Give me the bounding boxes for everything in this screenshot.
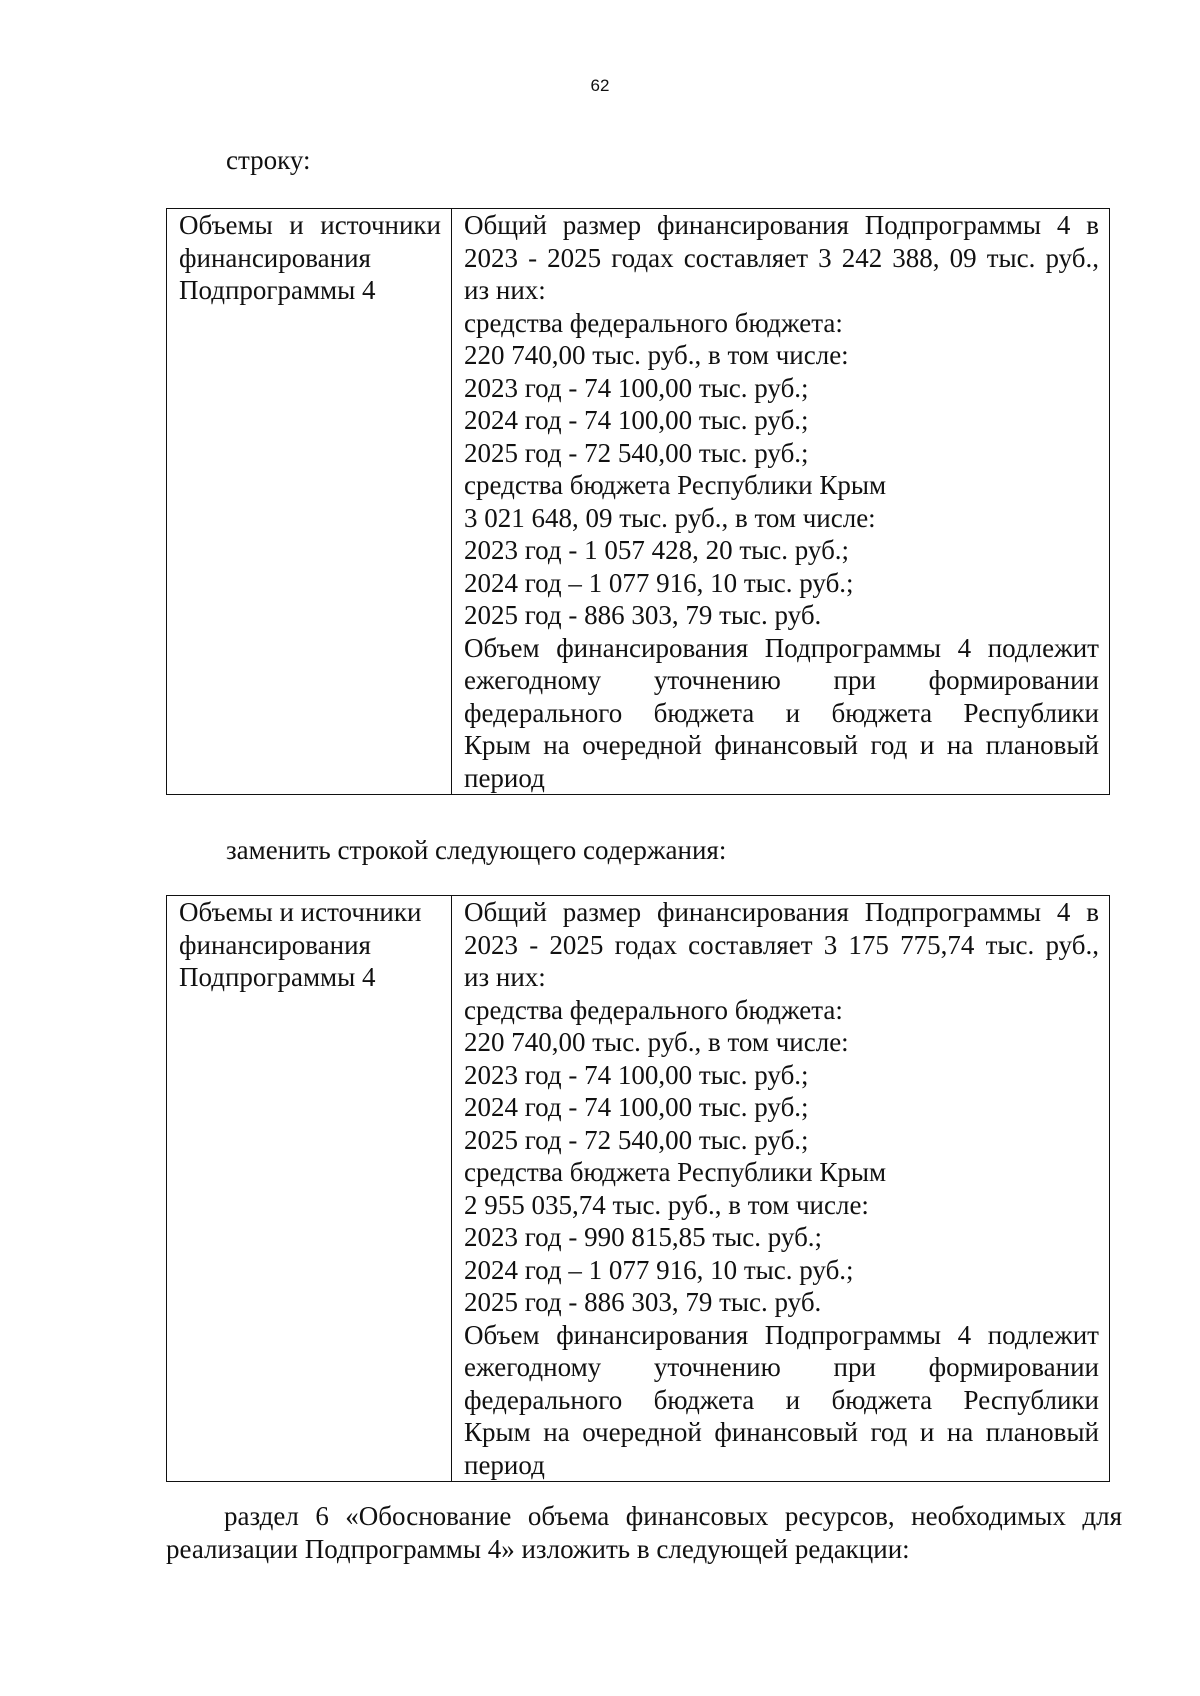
cell-line: Объемы и источники [179, 210, 441, 240]
label-cell [167, 896, 452, 1482]
replace-label: заменить строкой следующего содержания: [226, 835, 727, 865]
table-row [167, 209, 1110, 795]
cell-line: 2023 год - 74 100,00 тыс. руб.; [464, 1059, 809, 1090]
cell-line: из них: [464, 962, 546, 992]
closing-paragraph [166, 1500, 1122, 1566]
cell-line: 2023 год - 74 100,00 тыс. руб.; [464, 372, 809, 403]
cell-line: 2023 - 2025 годах составляет 3 175 775,74 тыс. руб., [464, 929, 1099, 960]
cell-line: ежегодному уточнению при формировании [464, 665, 1099, 695]
value-cell [452, 209, 1110, 795]
closing-line: раздел 6 «Обоснование объема финансовых ресурсов, необходимых для [224, 1501, 1122, 1531]
cell-line: Объем финансирования Подпрограммы 4 подлежит [464, 1319, 1099, 1350]
cell-line: 2025 год - 72 540,00 тыс. руб.; [464, 437, 809, 468]
cell-line: 2023 год - 1 057 428, 20 тыс. руб.; [464, 535, 850, 565]
cell-line: Общий размер финансирования Подпрограммы 4 в [464, 897, 1099, 927]
cell-line: 2024 год - 74 100,00 тыс. руб.; [464, 405, 809, 435]
cell-line: финансирования [179, 929, 371, 960]
cell-line: ежегодному уточнению при формировании [464, 1352, 1099, 1382]
cell-line: Подпрограммы 4 [179, 962, 376, 992]
page-number: 62 [590, 76, 610, 95]
cell-line: 2 955 035,74 тыс. руб., в том числе: [464, 1189, 869, 1220]
new-financing-table [166, 895, 1110, 1482]
value-cell [452, 896, 1110, 1482]
cell-line: 2024 год – 1 077 916, 10 тыс. руб.; [464, 1254, 854, 1285]
intro-label: строку: [226, 145, 311, 175]
old-financing-table [166, 208, 1110, 795]
cell-line: средства бюджета Республики Крым [464, 1157, 887, 1187]
cell-line: 2024 год - 74 100,00 тыс. руб.; [464, 1092, 809, 1122]
cell-line: период [464, 762, 545, 793]
cell-line: Крым на очередной финансовый год и на плановый [464, 1417, 1099, 1447]
cell-line: из них: [464, 275, 546, 305]
cell-line: Крым на очередной финансовый год и на плановый [464, 730, 1099, 760]
cell-line: 2025 год - 886 303, 79 тыс. руб. [464, 1287, 822, 1317]
label-cell [167, 209, 452, 795]
cell-line: федерального бюджета и бюджета Республики [464, 1384, 1099, 1415]
cell-line: 2023 год - 990 815,85 тыс. руб.; [464, 1222, 823, 1252]
cell-line: финансирования [179, 242, 371, 273]
cell-line: средства бюджета Республики Крым [464, 470, 887, 500]
closing-line: реализации Подпрограммы 4» изложить в следующей редакции: [166, 1534, 910, 1564]
table-row [167, 896, 1110, 1482]
cell-line: 220 740,00 тыс. руб., в том числе: [464, 1027, 849, 1057]
cell-line: период [464, 1449, 545, 1480]
cell-line: Общий размер финансирования Подпрограммы 4 в [464, 210, 1099, 240]
cell-line: 220 740,00 тыс. руб., в том числе: [464, 340, 849, 370]
cell-line: 2024 год – 1 077 916, 10 тыс. руб.; [464, 567, 854, 598]
cell-line: 3 021 648, 09 тыс. руб., в том числе: [464, 502, 876, 533]
cell-line: федерального бюджета и бюджета Республики [464, 697, 1099, 728]
cell-line: средства федерального бюджета: [464, 994, 843, 1025]
cell-line: Объемы и источники [179, 897, 422, 927]
cell-line: Подпрограммы 4 [179, 275, 376, 305]
cell-line: 2025 год - 72 540,00 тыс. руб.; [464, 1124, 809, 1155]
cell-line: Объем финансирования Подпрограммы 4 подлежит [464, 632, 1099, 663]
cell-line: 2025 год - 886 303, 79 тыс. руб. [464, 600, 822, 630]
cell-line: 2023 - 2025 годах составляет 3 242 388, 09 тыс. руб., [464, 242, 1099, 273]
cell-line: средства федерального бюджета: [464, 307, 843, 338]
